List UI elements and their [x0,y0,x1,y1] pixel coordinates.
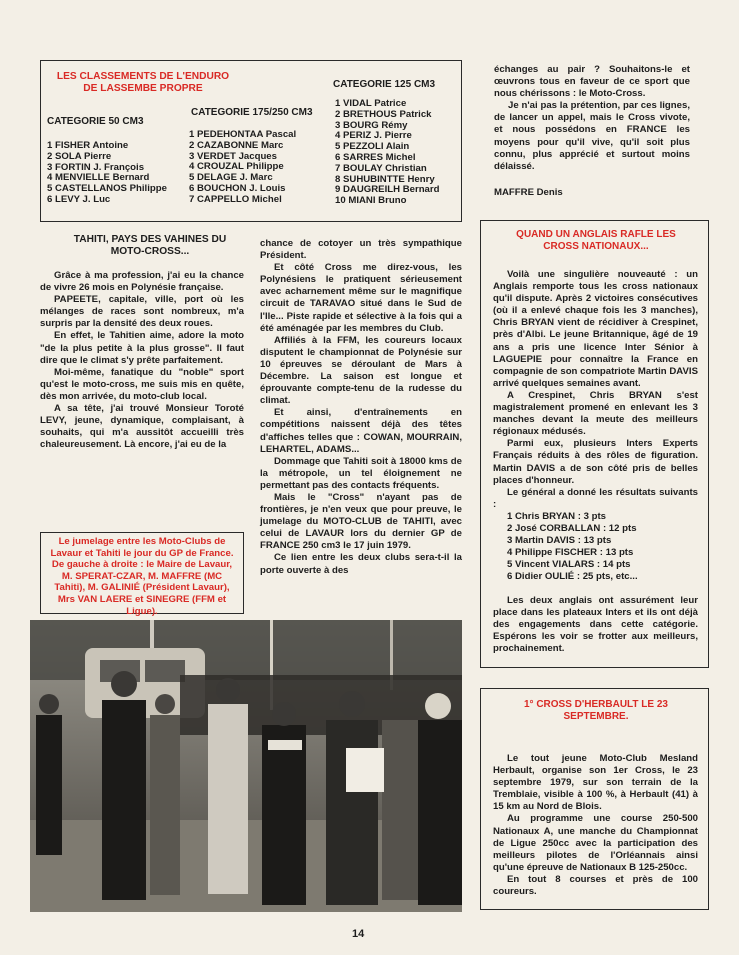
result-entry: 5 PEZZOLI Alain [335,141,410,153]
herbault-box [480,688,709,910]
article-paragraph: Le général a donné les résultats suivants : [493,486,698,510]
tahiti-title: TAHITI, PAYS DES VAHINES DU MOTO-CROSS... [73,234,227,257]
result-entry: 1 VIDAL Patrice [335,98,407,109]
result-entry: 10 MIANI Bruno [335,195,407,207]
cat125-list [335,99,439,207]
anglais-title: QUAND UN ANGLAIS RAFLE LES CROSS NATIONAUX... [516,229,676,252]
result-entry: 4 MENVIELLE Bernard [47,172,150,184]
result-entry: 3 BOURG Rémy [335,119,408,131]
article-paragraph: PAPEETE, capitale, ville, port où les mélanges de races sont nombreux, m'a surpris par la densité des deux roues. [40,294,244,330]
result-entry: 4 Philippe FISCHER : 13 pts [507,546,634,558]
result-entry: 4 CROUZAL Philippe [189,161,284,173]
result-entry: 5 Vincent VIALARS : 14 pts [507,558,631,570]
maffre-article [494,64,690,199]
article-paragraph: Et ainsi, d'entraînements en compétitions naissent déjà des têtes d'affiches telles que : COWAN, MOURRAIN, LEHARTEL, ADAMS... [260,407,462,455]
result-entry: 6 SARRES Michel [335,151,416,163]
page-number: 14 [352,928,365,940]
article-paragraph: Au programme une course 250-500 Nationaux A, une manche du Championnat de Ligue 250cc avec la participation des meilleurs pilotes de l'Orléannais ainsi qu'une épreuve de Nationaux B 125-250cc. [493,813,698,873]
results-box [40,60,462,222]
result-entry: 1 FISHER Antoine [47,140,129,151]
article-paragraph: Moi-même, fanatique du "noble" sport qu'est le moto-cross, me suis mis en quête, dès mon arrivée, du moto-club local. [40,366,244,402]
result-entry: 1 Chris BRYAN : 3 pts [507,510,606,522]
result-entry: 7 BOULAY Christian [335,162,427,174]
result-entry: 3 VERDET Jacques [189,150,277,162]
result-entry: 6 Didier OULIÉ : 25 pts, etc... [507,570,638,582]
cat125-label: CATEGORIE 125 CM3 [333,79,436,90]
article-paragraph: Et côté Cross me direz-vous, les Polynésiens le pratiquent sérieusement avec acharnement même sur le magnifique circuit de TARAVAO situé dans le Sud de l'Ile... Piste rapide et sélective à la fois qui a été aménagée par les membres du Club. [260,262,462,334]
article-paragraph: A Crespinet, Chris BRYAN s'est magistralement promené en enlevant les 3 manches devant la meute des meilleurs régionaux médusés. [493,389,698,438]
result-entry: 5 DELAGE J. Marc [189,172,273,184]
result-entry: 4 PERIZ J. Pierre [335,130,412,142]
result-entry: 6 LEVY J. Luc [47,193,111,205]
result-entry: 3 Martin DAVIS : 13 pts [507,534,612,546]
result-entry: 3 FORTIN J. François [47,161,145,173]
photo-illustration [30,620,462,912]
maffre-text-1: échanges au pair ? Souhaitons-le et œuvrons tous en faveur de ce sport que nous chérissons : le Moto-Cross. [494,64,690,100]
result-entry: 2 BRETHOUS Patrick [335,108,432,120]
cat50-label: CATEGORIE 50 CM3 [47,116,144,127]
result-entry: 5 CASTELLANOS Philippe [47,183,167,195]
maffre-signature: MAFFRE Denis [494,186,563,198]
cat175-list [189,130,296,206]
result-entry: 8 SUHUBINTTE Henry [335,173,435,185]
article-paragraph: Voilà une singulière nouveauté : un Anglais remporte tous les cross nationaux qu'il dispute. Après 2 victoires consécutives (où il a enlevé chaque fois les 3 manches), Chris BRYAN vient de récidiver à Crespinet, près d'Albi. Le jeune Britannique, âgé de 19 ans a pris une licence Inter Sénior à LAGUEPIE pour connaître la France en compagnie de son compatriote Martin DAVIS arrivé quelques semaines avant. [493,269,698,389]
article-paragraph: Dommage que Tahiti soit à 18000 kms de la métropole, un tel éloignement ne permettant pas des contacts fréquents. [260,455,462,491]
article-paragraph: Ce lien entre les deux clubs sera-t-il la porte ouverte à des [260,552,462,576]
article-paragraph: chance de cotoyer un très sympathique Président. [260,238,462,262]
article-paragraph: A sa tête, j'ai trouvé Monsieur Toroté LEVY, jeune, dynamique, complaisant, à souhaits, qui m'a aussitôt accueilli très chaleureusement. Là encore, j'ai eu de la [40,403,244,451]
article-paragraph: Parmi eux, plusieurs Inters Experts Français réduits à des rôles de figuration. Martin DAVIS a de son côté pris de belles places d'honneur. [493,438,698,486]
results-title: LES CLASSEMENTS DE L'ENDURO DE LASSEMBE PROPRE [56,71,230,94]
article-paragraph: Les deux anglais ont assurément leur place dans les plateaux Inters et ils ont déjà des engagements dans cette catégorie. Espérons les voir se frotter aux meilleurs, prochainement. [493,594,698,655]
herbault-title: 1° CROSS D'HERBAULT LE 23 SEPTEMBRE. [524,699,668,722]
tahiti-column-1 [40,270,244,451]
anglais-box [480,220,709,668]
anglais-text [493,269,698,655]
article-paragraph: Le tout jeune Moto-Club Mesland Herbault, organise son 1er Cross, le 23 septembre 1979, sur son terrain de la Tremblaie, visible à 100 %, à Herbault (41) à 15 km au Nord de Blois. [493,753,698,813]
cat175-label: CATEGORIE 175/250 CM3 [191,107,313,118]
article-paragraph: En tout 8 courses et près de 100 coureurs. [493,873,698,898]
result-entry: 2 CAZABONNE Marc [189,139,284,151]
result-entry: 9 DAUGREILH Bernard [335,184,440,196]
article-paragraph: Grâce à ma profession, j'ai eu la chance de vivre 26 mois en Polynésie française. [40,270,244,294]
result-entry: 1 PEDEHONTAA Pascal [189,129,297,140]
results-list [493,511,698,583]
article-paragraph: Mais le "Cross" n'ayant pas de frontières, je n'en veux que pour preuve, le jumelage du MOTO-CLUB de TAHITI, avec celui de LAVAUR lors du dernier GP de FRANCE 250 cm3 le 17 juin 1979. [260,491,462,552]
article-paragraph: Affiliés à la FFM, les coureurs locaux disputent le championnat de Polynésie sur 10 épreuves se déroulant de Mars à Décembre. La saison est longue et éprouvante compte-tenu de la rudesse du climat. [260,334,462,407]
result-entry: 7 CAPPELLO Michel [189,193,282,205]
result-entry: 6 BOUCHON J. Louis [189,182,286,194]
article-paragraph: En effet, le Tahitien aime, adore la moto "de la plus petite à la plus grosse". Il faut dire que le climat s'y prête parfaitement. [40,330,244,366]
herbault-text [493,753,698,898]
result-entry: 2 José CORBALLAN : 12 pts [507,522,637,534]
result-entry: 2 SOLA Pierre [47,150,112,162]
photo-caption: Le jumelage entre les Moto-Clubs de Lavaur et Tahiti le jour du GP de France. De gauche à droite : le Maire de Lavaur, M. SPERAT-CZAR, M. MAFFRE (MC Tahiti), M. GALINIÉ (Président Lavaur), Mrs VAN LAERE et SINEGRE (FFM et Ligue). [50,536,234,617]
tahiti-column-2 [260,238,462,577]
photo [30,620,462,912]
photo-caption-box [40,532,244,617]
cat50-list [47,141,167,206]
maffre-text-2: Je n'ai pas la prétention, par ces lignes, de lancer un appel, mais le Cross vivote, et nous possédons en FRANCE les moyens pour qu'il vive, qu'il soit plus connu, plus apprécié et surtout moins délaissé. [494,100,690,172]
